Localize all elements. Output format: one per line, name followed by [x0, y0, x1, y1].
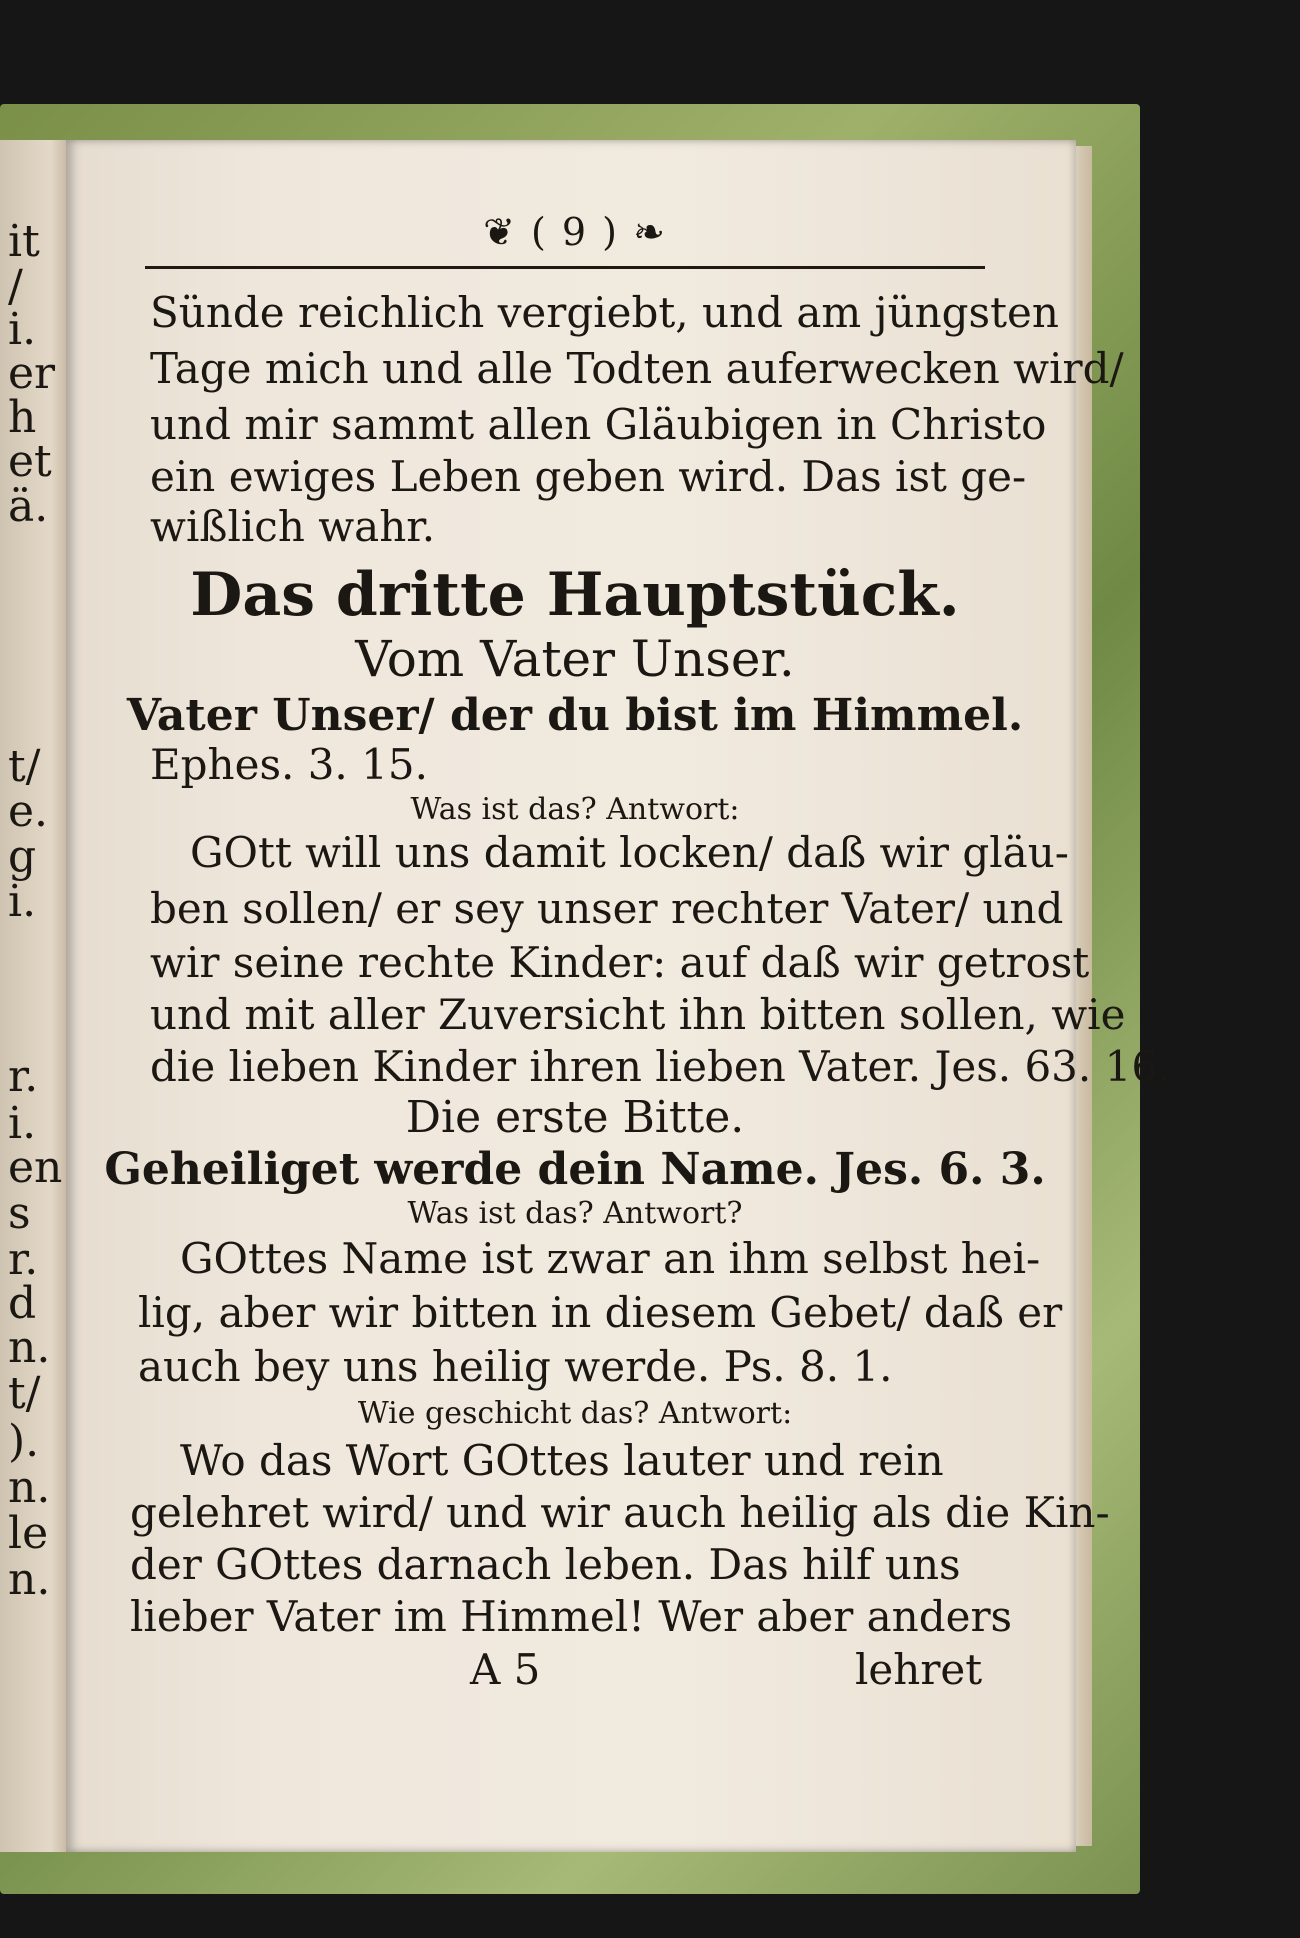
page-number: ( 9 ) — [530, 210, 619, 254]
scripture-reference: Ephes. 3. 15. — [150, 740, 428, 789]
text-line: auch bey uns heilig werde. Ps. 8. 1. — [138, 1342, 893, 1391]
left-fragment: t/ — [8, 1368, 41, 1419]
section-subheading: Vom Vater Unser. — [355, 630, 795, 688]
text-line: lieber Vater im Himmel! Wer aber anders — [130, 1592, 1013, 1641]
left-fragment: ä. — [8, 481, 49, 532]
section-heading: Das dritte Hauptstück. — [190, 560, 960, 630]
text-line: ein ewiges Leben geben wird. Das ist ge- — [150, 452, 1027, 501]
left-fragment: / — [8, 261, 23, 312]
left-fragment: d — [8, 1278, 37, 1329]
left-fragment: e. — [8, 786, 49, 837]
question-caption: Was ist das? Antwort: — [410, 792, 740, 827]
question-caption: Wie geschicht das? Antwort: — [357, 1396, 793, 1431]
text-line: der GOttes darnach leben. Das hilf uns — [130, 1540, 961, 1589]
text-line: Wo das Wort GOttes lauter und rein — [180, 1436, 944, 1485]
text-line: lig, aber wir bitten in diesem Gebet/ daß er — [138, 1288, 1063, 1337]
left-fragment: h — [8, 392, 37, 443]
text-line: Tage mich und alle Todten auferwecken wird/ — [150, 344, 1124, 393]
text-line: gelehret wird/ und wir auch heilig als die Kin- — [130, 1488, 1110, 1537]
left-fragment: r. — [8, 1234, 39, 1285]
text-line: Sünde reichlich vergiebt, und am jüngsten — [150, 288, 1059, 337]
left-fragment: et — [8, 436, 52, 487]
left-fragment: i. — [8, 876, 37, 927]
ornament-right: ❧ — [633, 210, 667, 254]
text-line: und mit aller Zuversicht ihn bitten sollen, wie — [150, 990, 1126, 1039]
text-line: die lieben Kinder ihren lieben Vater. Jes. 63. 16. — [150, 1042, 1172, 1091]
left-fragment: n. — [8, 1554, 51, 1605]
left-fragment: t/ — [8, 741, 41, 792]
left-page-edge — [0, 140, 72, 1852]
left-fragment: i. — [8, 1098, 37, 1149]
header-rule — [145, 266, 985, 269]
text-line: ben sollen/ er sey unser rechter Vater/ und — [150, 884, 1064, 933]
left-fragment: s — [8, 1188, 31, 1239]
left-fragment: ). — [8, 1416, 40, 1467]
ornament-left: ❦ — [483, 210, 531, 254]
text-line: wißlich wahr. — [150, 502, 436, 551]
left-fragment: n. — [8, 1462, 51, 1513]
left-fragment: le — [8, 1508, 49, 1559]
left-fragment: r. — [8, 1051, 39, 1102]
page-header — [70, 210, 1080, 260]
petition-heading: Die erste Bitte. — [405, 1092, 745, 1143]
text-line: GOttes Name ist zwar an ihm selbst hei- — [180, 1234, 1041, 1283]
left-fragment: i. — [8, 304, 37, 355]
signature-mark: A 5 — [470, 1645, 541, 1694]
question-caption: Was ist das? Antwort? — [407, 1196, 743, 1231]
text-line: GOtt will uns damit locken/ daß wir gläu- — [190, 828, 1069, 877]
left-fragment: it — [8, 216, 40, 267]
prayer-line: Vater Unser/ der du bist im Himmel. — [126, 690, 1024, 741]
left-fragment: en — [8, 1142, 63, 1193]
text-line: und mir sammt allen Gläubigen in Christo — [150, 400, 1047, 449]
left-fragment: er — [8, 348, 56, 399]
left-fragment: g — [8, 831, 37, 882]
left-fragment: n. — [8, 1322, 51, 1373]
petition-line: Geheiliget werde dein Name. Jes. 6. 3. — [104, 1144, 1046, 1195]
catchword: lehret — [855, 1645, 983, 1694]
text-line: wir seine rechte Kinder: auf daß wir getrost — [150, 938, 1090, 987]
